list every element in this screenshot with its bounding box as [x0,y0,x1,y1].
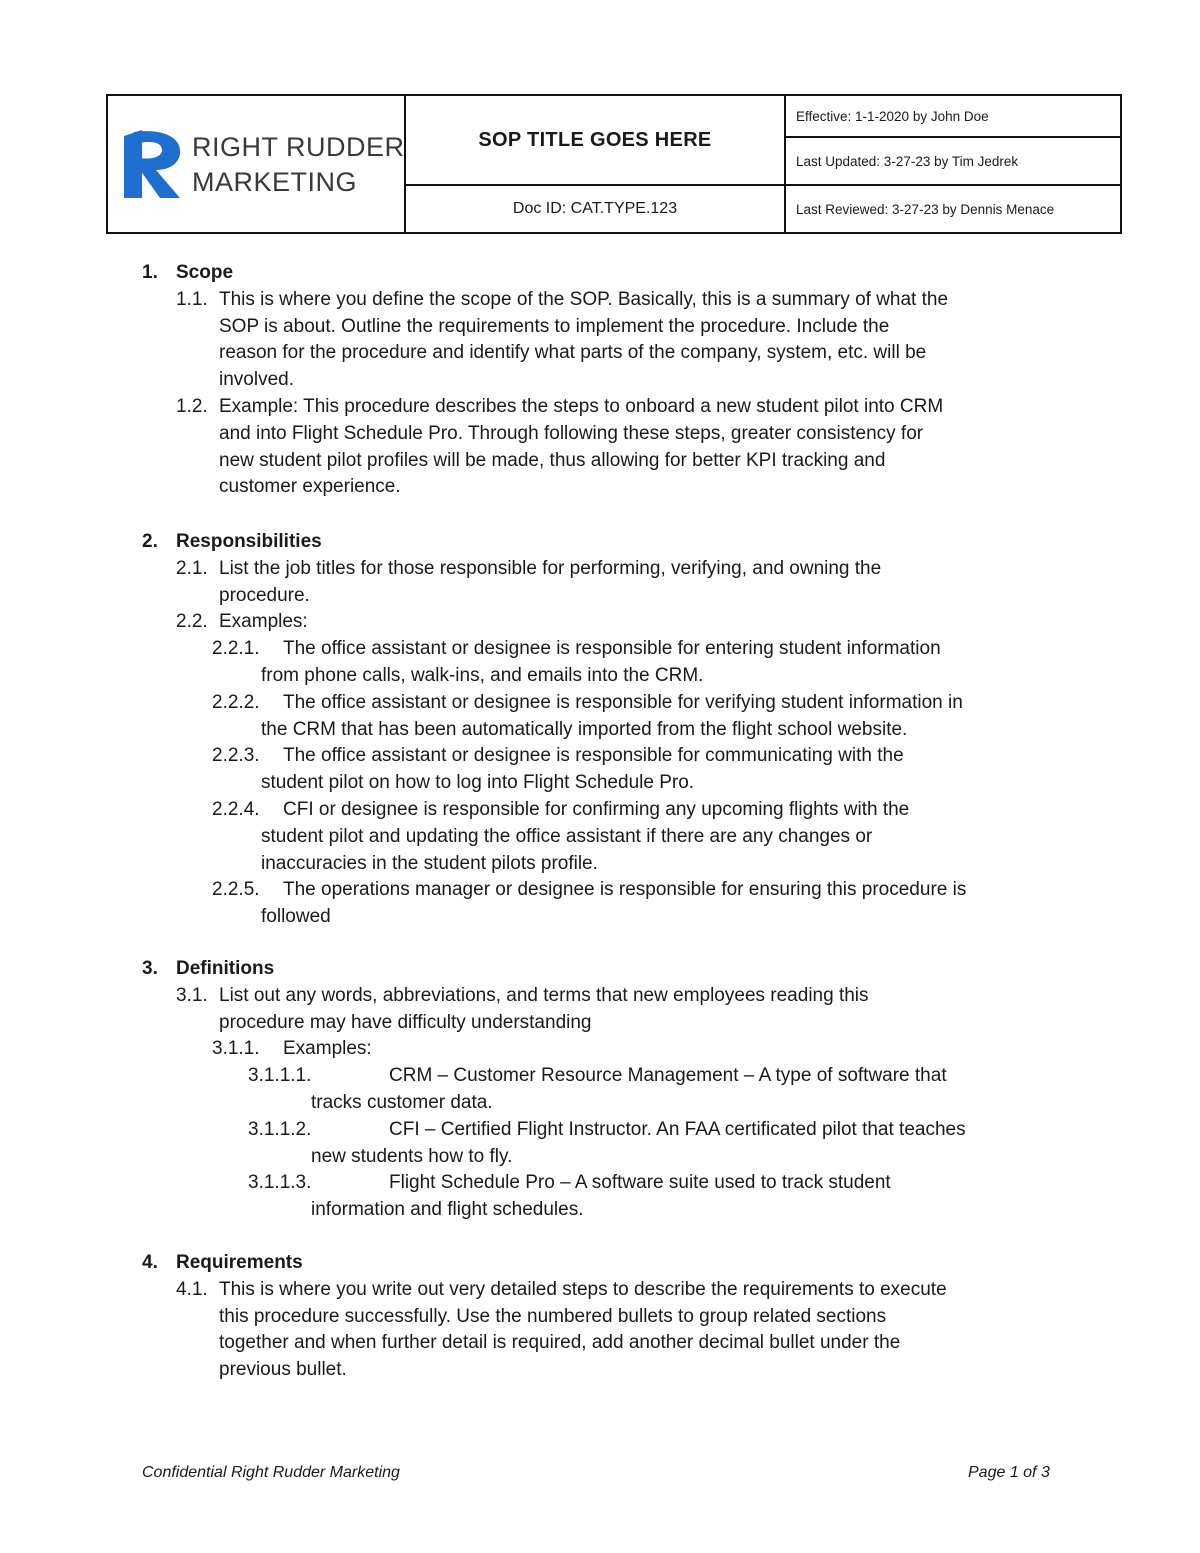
sub-list-item-text: student pilot on how to log into Flight Schedule Pro. [261,772,695,794]
sub-list-item-number: 2.2.3. [212,745,260,767]
footer-page-number: Page 1 of 3 [968,1464,1050,1481]
sub-list-item-text: The office assistant or designee is responsible for entering student information [283,638,941,660]
section-heading: Responsibilities [176,531,322,552]
sub-list-item-text: The office assistant or designee is responsible for verifying student information in [283,691,963,713]
logo-line-1: RIGHT RUDDER [192,132,405,162]
sub-list-item-number: 2.2.5. [212,879,260,901]
list-item-text: SOP is about. Outline the requirements to implement the procedure. Include the [219,315,890,337]
list-item-text: reason for the procedure and identify what parts of the company, system, etc. will be [219,342,927,364]
sub-sub-list-item-text: information and flight schedules. [311,1199,584,1221]
section-heading: Requirements [176,1252,303,1273]
list-item-text: previous bullet. [219,1359,347,1381]
logo-cell [108,96,406,232]
sub-sub-list-item-number: 3.1.1.3. [248,1172,312,1194]
list-item-number: 2.1. [176,557,208,579]
section-heading: Scope [176,262,234,283]
sub-list-item-text: from phone calls, walk-ins, and emails into the CRM. [261,665,704,686]
list-item-text: This is where you write out very detailed steps to describe the requirements to execute [219,1278,947,1300]
sub-list-item-text: CFI or designee is responsible for confirming any upcoming flights with the [283,799,910,820]
sub-sub-list-item-text: new students how to fly. [311,1145,513,1167]
rr-logo-icon [120,126,184,200]
sub-list-item-text: The operations manager or designee is responsible for ensuring this procedure is [283,879,967,901]
sub-list-item-text: followed [261,906,331,928]
list-item-text: involved. [219,369,294,391]
list-item-number: 3.1. [176,984,208,1006]
last-reviewed: Last Reviewed: 3-27-23 by Dennis Menace [796,201,1055,217]
section-number: 4. [142,1252,158,1273]
sub-sub-list-item-number: 3.1.1.2. [248,1118,312,1140]
sop-title: SOP TITLE GOES HERE [406,96,786,186]
list-item-number: 1.2. [176,396,208,417]
sub-list-item-number: 3.1.1. [212,1038,260,1060]
sub-list-item-text: the CRM that has been automatically imported from the flight school website. [261,718,908,740]
list-item-text: and into Flight Schedule Pro. Through following these steps, greater consistency for [219,422,924,444]
list-item-text: together and when further detail is required, add another decimal bullet under the [219,1332,901,1354]
sub-sub-list-item-number: 3.1.1.1. [248,1065,312,1087]
sub-sub-list-item-text: CRM – Customer Resource Management – A type of software that [389,1065,947,1087]
list-item-text: Examples: [219,611,308,633]
sub-list-item-text: student pilot and updating the office assistant if there are any changes or [261,825,873,847]
list-item-text: This is where you define the scope of the SOP. Basically, this is a summary of what the [219,288,949,310]
list-item-text: new student pilot profiles will be made, thus allowing for better KPI tracking and [219,449,886,471]
sub-list-item-text: inaccuracies in the student pilots profile. [261,852,598,874]
sub-list-item-number: 2.2.2. [212,691,260,713]
logo-wordmark [192,130,405,200]
list-item-text: procedure may have difficulty understanding [219,1011,592,1033]
list-item-number: 1.1. [176,288,208,310]
sub-sub-list-item-text: CFI – Certified Flight Instructor. An FAA certificated pilot that teaches [389,1118,966,1140]
sub-list-item-text: The office assistant or designee is responsible for communicating with the [283,745,904,767]
list-item-number: 4.1. [176,1278,208,1300]
section-number: 1. [142,262,158,283]
logo-line-2: MARKETING [192,167,358,197]
sub-list-item-number: 2.2.1. [212,638,260,660]
list-item-text: List the job titles for those responsible for performing, verifying, and owning the [219,557,882,579]
effective-date: Effective: 1-1-2020 by John Doe [786,96,1120,138]
document-header-table [106,94,1122,234]
sub-sub-list-item-text: tracks customer data. [311,1092,493,1113]
last-updated: Last Updated: 3-27-23 by Tim Jedrek [786,138,1120,186]
doc-id: Doc ID: CAT.TYPE.123 [406,186,786,232]
sub-list-item-number: 2.2.4. [212,799,260,820]
list-item-text: procedure. [219,584,310,606]
list-item-text: this procedure successfully. Use the numbered bullets to group related sections [219,1305,887,1327]
section-number: 3. [142,958,158,979]
list-item-text: customer experience. [219,476,401,498]
sub-sub-list-item-text: Flight Schedule Pro – A software suite used to track student [389,1172,891,1194]
list-item-text: List out any words, abbreviations, and terms that new employees reading this [219,984,869,1006]
list-item-text: Example: This procedure describes the steps to onboard a new student pilot into CRM [219,396,944,417]
sub-list-item-text: Examples: [283,1038,372,1060]
section-number: 2. [142,531,158,552]
footer-confidential: Confidential Right Rudder Marketing [142,1464,400,1481]
list-item-number: 2.2. [176,611,208,633]
section-heading: Definitions [176,958,275,979]
